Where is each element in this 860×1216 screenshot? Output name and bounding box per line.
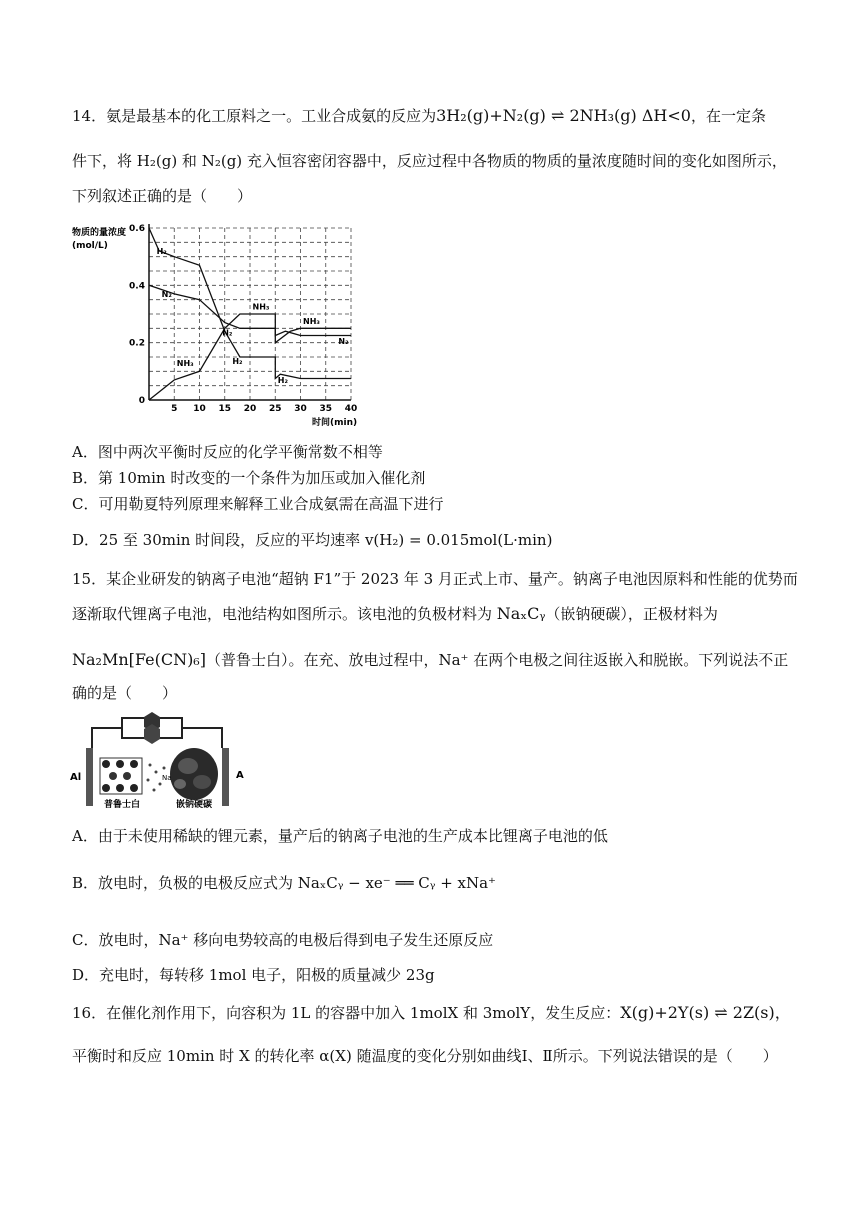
na-label: Na bbox=[162, 774, 172, 782]
q15-anode-formula: NaₓCᵧ bbox=[496, 604, 546, 623]
chart-annotations bbox=[157, 247, 349, 385]
q16-stem-text: 16．在催化剂作用下，向容积为 1L 的容器中加入 1molX 和 3molY，发生反应： bbox=[72, 1004, 621, 1022]
curve-label: NH₃ bbox=[303, 317, 320, 327]
q15-option-b: B．放电时，负极的电极反应式为 NaₓCᵧ − xe⁻ ══ Cᵧ + xNa⁺ bbox=[72, 874, 496, 892]
y-tick-label: 0.2 bbox=[129, 338, 145, 349]
q14-stem-line2: 件下，将 H₂(g) 和 N₂(g) 充入恒容密闭容器中，反应过程中各物质的物质的量浓度随时间的变化如图所示， bbox=[72, 152, 787, 170]
curve-label: H₂ bbox=[156, 246, 167, 256]
right-electrode-label: A bbox=[236, 770, 244, 781]
y-tick-label: 0 bbox=[138, 396, 145, 406]
q15-option-d: D．充电时，每转移 1mol 电子，阳极的质量减少 23g bbox=[72, 966, 435, 984]
hard-carbon-cluster bbox=[170, 748, 218, 800]
left-electrode bbox=[86, 748, 93, 806]
curve-label: H₂ bbox=[232, 357, 243, 367]
q16-stem-line1 bbox=[72, 1003, 791, 1023]
q15-option-c: C．放电时，Na⁺ 移向电势较高的电极后得到电子发生还原反应 bbox=[72, 931, 494, 949]
q14-stem-line1 bbox=[72, 106, 766, 126]
q15-stem-line4: 确的是（ ） bbox=[72, 684, 178, 702]
prussian-white-caption: 普鲁士白 bbox=[104, 800, 141, 810]
q14-stem-text: 14．氨是最基本的化工原料之一。工业合成氨的反应为 bbox=[72, 107, 437, 125]
battery-figure bbox=[62, 710, 262, 810]
q15-stem-text2: （普鲁士白）。在充、放电过程中，Na⁺ 在两个电极之间往返嵌入和脱嵌。下列说法不正 bbox=[205, 651, 789, 669]
x-tick-label: 25 bbox=[268, 404, 282, 414]
q14-equation: 3H₂(g)+N₂(g) ⇌ 2NH₃(g) ΔH<0 bbox=[436, 106, 691, 125]
x-tick-label: 35 bbox=[319, 404, 333, 414]
chart-ylabel-line2: (mol/L) bbox=[72, 241, 108, 251]
y-tick-label: 0.6 bbox=[129, 224, 145, 234]
curve-label: NH₃ bbox=[252, 302, 270, 312]
q15-stem-line2 bbox=[72, 604, 718, 624]
curve-label: N₂ bbox=[338, 337, 349, 347]
q14-option-a: A．图中两次平衡时反应的化学平衡常数不相等 bbox=[72, 443, 383, 461]
curve-label: H₂ bbox=[277, 375, 288, 385]
q14-option-c: C．可用勒夏特列原理来解释工业合成氨需在高温下进行 bbox=[72, 495, 444, 513]
q16-equation: X(g)+2Y(s) ⇌ 2Z(s)， bbox=[620, 1003, 791, 1022]
q15-stem-tail: （嵌钠硬碳），正极材料为 bbox=[545, 605, 718, 623]
q14-option-b: B．第 10min 时改变的一个条件为加压或加入催化剂 bbox=[72, 469, 426, 487]
curve-label: N₂ bbox=[222, 328, 233, 338]
right-electrode bbox=[222, 748, 229, 806]
x-tick-label: 30 bbox=[294, 404, 307, 414]
q15-cathode-formula: Na₂Mn[Fe(CN)₆] bbox=[72, 650, 206, 669]
x-tick-label: 40 bbox=[344, 404, 358, 414]
q15-stem-line1: 15．某企业研发的钠离子电池“超钠 F1”于 2023 年 3 月正式上市、量产。钠离子电池因原料和性能的优势而 bbox=[72, 570, 798, 588]
q15-option-a: A．由于未使用稀缺的锂元素，量产后的钠离子电池的生产成本比锂离子电池的低 bbox=[72, 827, 608, 845]
x-tick-label: 10 bbox=[193, 404, 206, 414]
x-tick-label: 20 bbox=[243, 404, 257, 414]
chart-xlabel: 时间(min) bbox=[312, 418, 358, 428]
x-tick-label: 15 bbox=[218, 404, 232, 414]
left-electrode-label: Al bbox=[70, 772, 82, 783]
y-tick-label: 0.4 bbox=[129, 281, 145, 292]
curve-label: NH₃ bbox=[176, 359, 194, 369]
prussian-white-crystal bbox=[100, 758, 142, 794]
q16-stem-line2: 平衡时和反应 10min 时 X 的转化率 α(X) 随温度的变化分别如曲线Ⅰ、Ⅱ所示。下列说法错误的是（ ） bbox=[72, 1047, 778, 1065]
curve-label: N₂ bbox=[161, 289, 172, 299]
chart-ylabel-line1: 物质的量浓度 bbox=[72, 228, 127, 238]
q15-stem-line3 bbox=[72, 650, 788, 670]
q14-option-d: D．25 至 30min 时间段，反应的平均速率 v(H₂) = 0.015mol(L·min) bbox=[72, 531, 553, 549]
q15-stem-text: 逐渐取代锂离子电池，电池结构如图所示。该电池的负极材料为 bbox=[72, 605, 497, 623]
q14-stem-tail: ，在一定条 bbox=[690, 107, 766, 125]
x-tick-label: 5 bbox=[171, 404, 178, 414]
concentration-time-chart bbox=[64, 218, 364, 428]
q14-stem-line3: 下列叙述正确的是（ ） bbox=[72, 187, 253, 205]
hard-carbon-caption: 嵌钠硬碳 bbox=[176, 800, 213, 810]
